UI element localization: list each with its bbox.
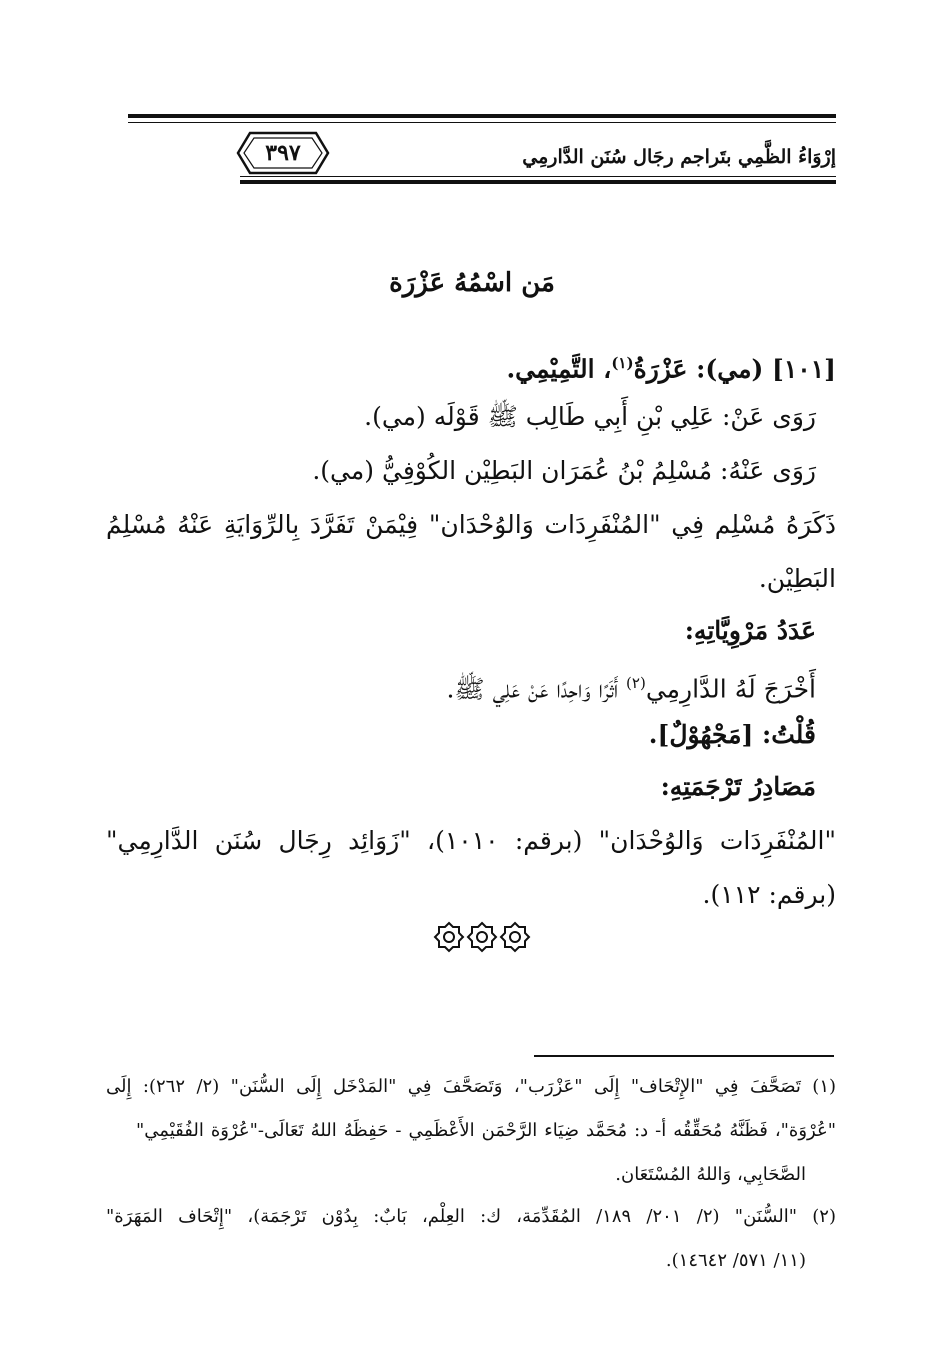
mention-line-2: البَطِيْن.	[758, 564, 836, 593]
entry-nisba: ، التَّمِيْمِي.	[506, 354, 612, 384]
footnote-ref-1[interactable]: (١)	[611, 354, 634, 372]
footnote-1-line-1: (١) تَصَحَّفَ فِي "الإِتْحَاف" إِلَى "عَزْرَب"، وَتَصَحَّفَ فِي "المَدْخَل إِلَى السُّنَن" (٢/ ٢٦٢): إِلَى	[106, 1076, 837, 1097]
footnote-1-line-3: الصَّحَابِي، وَاللهُ المُسْتَعَان.	[615, 1164, 806, 1185]
entry-heading	[106, 344, 836, 388]
count-text-a: أَخْرَجَ لَهُ الدَّارِمِي	[645, 674, 816, 704]
narrated-from: رَوَى عَنْ: عَلِي بْنِ أَبِي طَالِب ﷺ قَوْلَه (مي).	[364, 402, 816, 431]
mention-line-1: ذَكَرَهُ مُسْلِم فِي "المُنْفَرِدَات وَالوُحْدَان" فِيْمَنْ تَفَرَّدَ بِالرِّوَايَةِ عَنْهُ مُسْلِمُ	[106, 510, 836, 539]
narrated-by: رَوَى عَنْهُ: مُسْلِمُ بْنُ عُمَرَان البَطِيْن الكُوْفِيُّ (مي).	[312, 456, 816, 485]
sources-heading: مَصَادِرُ تَرْجَمَتِهِ:	[660, 772, 816, 801]
count-text	[106, 664, 816, 708]
sources-line-2: (برقم: ١١٢).	[702, 880, 836, 909]
running-header-title: إرْوَاءُ الظَّمِي بتَراجم رجَال سُنَن الدَّارمِي	[522, 146, 836, 168]
entry-name: (مي): عَزْرَةُ	[633, 354, 764, 384]
entry-number: [١٠١]	[772, 354, 836, 384]
header-rule-top-thick	[128, 114, 836, 118]
section-title: مَن اسْمُهُ عَزْرَة	[389, 268, 555, 298]
header-rule-bottom-thick	[240, 180, 836, 184]
footnote-1-line-2: "عُرْوَة"، فَظَنَّهُ مُحَقِّقُه أ- د: مُحَمَّد ضِيَاء الرَّحْمَن الأَعْظَمِي - حَفِظَهُ اللهُ تَعَالَى-"عُرْوَة الفُقَيْمِي"	[136, 1120, 836, 1141]
header-rule-bottom-thin	[240, 176, 836, 177]
page-number: ٣٩٧	[265, 140, 301, 166]
count-heading: عَدَدُ مَرْوِيَّاتِهِ:	[684, 616, 816, 645]
sources-line-1: "المُنْفَرِدَات وَالوُحْدَان" (برقم: ١٠١٠)، "زَوَائِد رِجَال سُنَن الدَّارِمِي"	[106, 826, 836, 855]
header-rule-top-thin	[128, 122, 836, 123]
footnote-2-line-1: (٢) "السُّنَن" (٢/ ٢٠١/ ١٨٩/ المُقَدِّمَة، ك: العِلْم، بَابٌ: بِدُوْن تَرْجَمَة)، "إِتْحَاف المَهَرَة"	[106, 1206, 836, 1227]
ornament-stars-icon	[432, 920, 532, 954]
footnote-ref-2[interactable]: (٢)	[626, 674, 646, 692]
count-text-b: أَثَرًا وَاحِدًا عَنْ عَلِي ﷺ.	[446, 674, 619, 704]
footnote-2-line-2: (١١/ ٥٧١/ ١٤٦٤٢).	[665, 1250, 806, 1271]
footnote-separator	[534, 1055, 834, 1057]
verdict: قُلْتُ: [مَجْهُوْلٌ].	[648, 720, 816, 749]
